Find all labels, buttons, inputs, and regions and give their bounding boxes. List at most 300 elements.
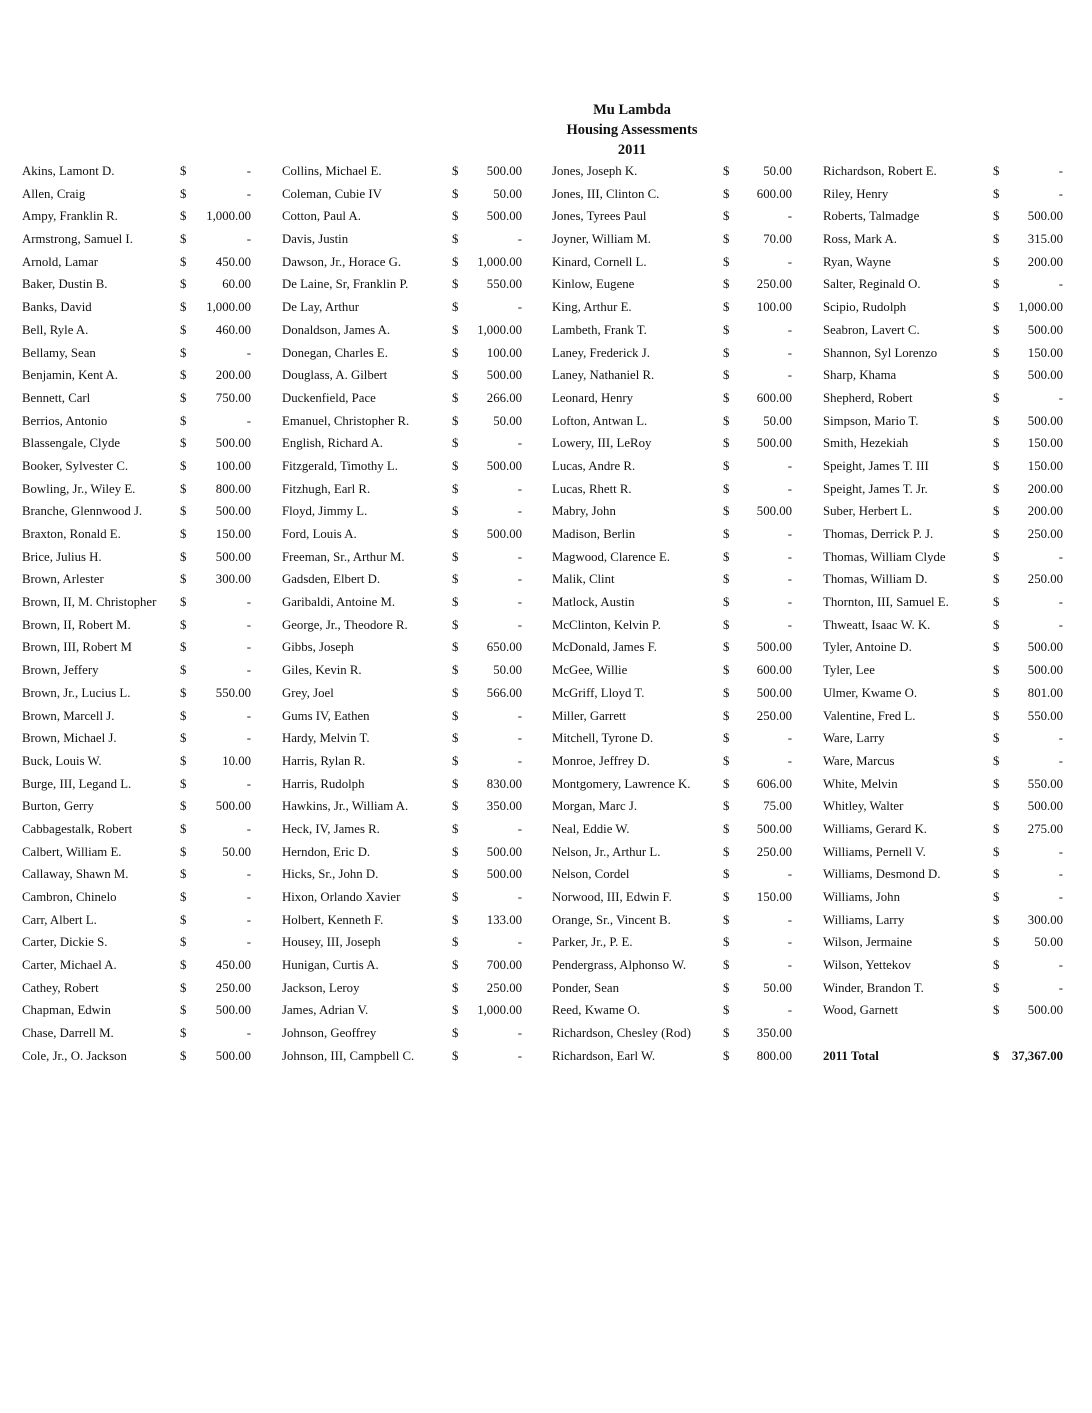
- member-name: Gibbs, Joseph: [282, 640, 354, 655]
- assessment-amount: -: [787, 209, 792, 224]
- assessment-amount: -: [517, 549, 522, 564]
- currency-symbol: $: [993, 912, 1000, 927]
- member-name: Hicks, Sr., John D.: [282, 867, 379, 882]
- currency-symbol: $: [452, 708, 459, 723]
- currency-symbol: $: [452, 844, 459, 859]
- currency-symbol: $: [452, 549, 459, 564]
- member-name: Whitley, Walter: [823, 799, 904, 814]
- assessment-amount: -: [1058, 277, 1063, 292]
- assessment-amount: -: [246, 232, 251, 247]
- currency-symbol: $: [723, 731, 730, 746]
- member-name: Madison, Berlin: [552, 527, 636, 541]
- currency-symbol: $: [180, 890, 187, 904]
- currency-symbol: $: [452, 753, 459, 768]
- member-name: Cambron, Chinelo: [22, 890, 117, 904]
- currency-symbol: $: [993, 640, 1000, 655]
- currency-symbol: $: [993, 935, 1000, 950]
- assessment-amount: 500.00: [756, 436, 792, 451]
- assessment-amount: 800.00: [215, 481, 251, 496]
- member-name: Suber, Herbert L.: [823, 504, 913, 519]
- assessment-amount: 250.00: [486, 980, 522, 995]
- member-name: Ford, Louis A.: [282, 527, 357, 541]
- member-name: Herndon, Eric D.: [282, 844, 371, 859]
- member-name: Holbert, Kenneth F.: [282, 912, 384, 927]
- title-line-organization: Mu Lambda: [593, 102, 671, 118]
- currency-symbol: $: [993, 844, 1000, 859]
- currency-symbol: $: [993, 209, 1000, 224]
- currency-symbol: $: [180, 844, 187, 859]
- member-name: Shannon, Syl Lorenzo: [823, 345, 938, 360]
- currency-symbol: $: [180, 640, 187, 655]
- currency-symbol: $: [993, 663, 1000, 678]
- assessment-amount: 1,000.00: [477, 254, 522, 269]
- assessment-amount: -: [787, 572, 792, 587]
- member-name: Garibaldi, Antoine M.: [282, 595, 396, 610]
- currency-symbol: $: [993, 753, 1000, 768]
- currency-symbol: $: [452, 958, 459, 973]
- member-name: Johnson, III, Campbell C.: [282, 1048, 415, 1063]
- assessment-amount: 550.00: [1027, 776, 1063, 791]
- member-name: Branche, Glennwood J.: [22, 504, 143, 519]
- assessment-amount: 550.00: [1027, 708, 1063, 723]
- assessment-amount: 200.00: [1027, 481, 1063, 496]
- currency-symbol: $: [180, 436, 187, 451]
- member-name: Grey, Joel: [282, 685, 334, 700]
- member-name: Berrios, Antonio: [22, 413, 108, 428]
- member-name: White, Melvin: [823, 776, 898, 791]
- currency-symbol: $: [452, 867, 459, 882]
- currency-symbol: $: [452, 186, 459, 201]
- member-name: Williams, John: [823, 890, 900, 904]
- assessment-amount: 500.00: [1027, 413, 1063, 428]
- member-name: Ross, Mark A.: [823, 232, 897, 247]
- member-name: De Laine, Sr, Franklin P.: [282, 277, 409, 292]
- member-name: Buck, Louis W.: [22, 753, 102, 768]
- member-name: Brown, Jeffery: [22, 663, 99, 678]
- currency-symbol: $: [993, 254, 1000, 269]
- assessment-amount: -: [1058, 844, 1063, 859]
- assessment-amount: -: [1058, 980, 1063, 995]
- assessment-amount: -: [787, 458, 792, 473]
- assessment-amount: 500.00: [215, 799, 251, 814]
- currency-symbol: $: [452, 390, 459, 405]
- member-name: Ampy, Franklin R.: [22, 209, 118, 224]
- assessment-amount: 100.00: [756, 300, 792, 315]
- currency-symbol: $: [993, 1048, 1000, 1063]
- currency-symbol: $: [723, 844, 730, 859]
- member-name: King, Arthur E.: [552, 300, 632, 315]
- currency-symbol: $: [993, 708, 1000, 723]
- assessment-amount: 500.00: [756, 640, 792, 655]
- assessment-amount: 300.00: [215, 572, 251, 587]
- currency-symbol: $: [452, 685, 459, 700]
- member-name: Parker, Jr., P. E.: [552, 935, 633, 950]
- currency-symbol: $: [452, 799, 459, 814]
- member-name: Wilson, Jermaine: [823, 935, 913, 950]
- currency-symbol: $: [723, 663, 730, 678]
- assessment-amount: -: [517, 708, 522, 723]
- member-name: Gums IV, Eathen: [282, 708, 370, 723]
- member-name: Emanuel, Christopher R.: [282, 413, 410, 428]
- assessment-amount: -: [787, 549, 792, 564]
- member-name: Callaway, Shawn M.: [22, 867, 129, 882]
- member-name: Mabry, John: [552, 504, 616, 519]
- currency-symbol: $: [452, 322, 459, 337]
- currency-symbol: $: [452, 481, 459, 496]
- assessment-amount: -: [517, 617, 522, 632]
- assessment-amount: 460.00: [215, 322, 251, 337]
- currency-symbol: $: [180, 549, 187, 564]
- assessment-amount: 150.00: [215, 527, 251, 541]
- member-name: McClinton, Kelvin P.: [552, 617, 661, 632]
- member-name: Monroe, Jeffrey D.: [552, 753, 650, 768]
- assessment-amount: 500.00: [1027, 368, 1063, 383]
- currency-symbol: $: [452, 663, 459, 678]
- currency-symbol: $: [723, 935, 730, 950]
- currency-symbol: $: [180, 390, 187, 405]
- assessment-amount: 606.00: [756, 776, 792, 791]
- assessment-amount: 150.00: [1027, 345, 1063, 360]
- member-name: Nelson, Cordel: [552, 867, 630, 882]
- assessment-amount: 500.00: [215, 549, 251, 564]
- assessment-amount: -: [787, 912, 792, 927]
- currency-symbol: $: [180, 935, 187, 950]
- assessment-amount: 1,000.00: [206, 209, 251, 224]
- currency-symbol: $: [723, 458, 730, 473]
- currency-symbol: $: [993, 300, 1000, 315]
- assessment-amount: 315.00: [1027, 232, 1063, 247]
- currency-symbol: $: [180, 1026, 187, 1041]
- currency-symbol: $: [993, 368, 1000, 383]
- assessment-amount: -: [787, 481, 792, 496]
- currency-symbol: $: [993, 867, 1000, 882]
- member-name: Valentine, Fred L.: [823, 708, 916, 723]
- currency-symbol: $: [452, 1026, 459, 1041]
- assessment-amount: -: [1058, 617, 1063, 632]
- assessment-amount: -: [517, 232, 522, 247]
- member-name: Brown, Marcell J.: [22, 708, 115, 723]
- member-name: Bennett, Carl: [22, 390, 91, 405]
- member-name: Bowling, Jr., Wiley E.: [22, 481, 136, 496]
- assessment-amount: -: [246, 413, 251, 428]
- assessment-amount: 600.00: [756, 390, 792, 405]
- assessment-amount: -: [517, 731, 522, 746]
- currency-symbol: $: [452, 300, 459, 315]
- currency-symbol: $: [452, 436, 459, 451]
- currency-symbol: $: [452, 1003, 459, 1018]
- member-name: Williams, Gerard K.: [823, 821, 927, 836]
- assessment-amount: 500.00: [486, 867, 522, 882]
- member-name: Jackson, Leroy: [282, 980, 360, 995]
- member-name: Duckenfield, Pace: [282, 390, 376, 405]
- member-name: George, Jr., Theodore R.: [282, 617, 408, 632]
- member-name: Scipio, Rudolph: [823, 300, 907, 315]
- member-name: Hardy, Melvin T.: [282, 731, 370, 746]
- assessment-amount: 60.00: [222, 277, 251, 292]
- assessment-amount: 500.00: [1027, 209, 1063, 224]
- assessment-amount: 150.00: [756, 890, 792, 904]
- member-name: Cathey, Robert: [22, 980, 99, 995]
- member-name: Heck, IV, James R.: [282, 821, 380, 836]
- assessment-amount: -: [517, 572, 522, 587]
- currency-symbol: $: [723, 799, 730, 814]
- assessment-amount: -: [787, 345, 792, 360]
- member-name: Lambeth, Frank T.: [552, 322, 647, 337]
- assessment-amount: 450.00: [215, 254, 251, 269]
- currency-symbol: $: [452, 617, 459, 632]
- assessment-amount: -: [246, 708, 251, 723]
- currency-symbol: $: [452, 527, 459, 541]
- currency-symbol: $: [180, 209, 187, 224]
- member-name: Housey, III, Joseph: [282, 935, 381, 950]
- member-name: Collins, Michael E.: [282, 164, 382, 178]
- member-name: Miller, Garrett: [552, 708, 627, 723]
- currency-symbol: $: [993, 322, 1000, 337]
- currency-symbol: $: [993, 277, 1000, 292]
- assessment-amount: 500.00: [215, 1048, 251, 1063]
- currency-symbol: $: [993, 549, 1000, 564]
- currency-symbol: $: [180, 322, 187, 337]
- member-name: Simpson, Mario T.: [823, 413, 919, 428]
- member-name: James, Adrian V.: [282, 1003, 369, 1018]
- member-name: Williams, Desmond D.: [823, 867, 941, 882]
- member-name: Sharp, Khama: [823, 368, 897, 383]
- currency-symbol: $: [452, 164, 459, 178]
- currency-symbol: $: [723, 1003, 730, 1018]
- member-name: Joyner, William M.: [552, 232, 651, 247]
- member-name: Chapman, Edwin: [22, 1003, 111, 1018]
- assessment-amount: 250.00: [756, 277, 792, 292]
- assessment-amount: -: [246, 164, 251, 178]
- member-name: Matlock, Austin: [552, 595, 635, 610]
- assessment-amount: -: [787, 935, 792, 950]
- currency-symbol: $: [180, 1003, 187, 1018]
- member-name: McDonald, James F.: [552, 640, 657, 655]
- currency-symbol: $: [452, 232, 459, 247]
- member-name: Orange, Sr., Vincent B.: [552, 912, 671, 927]
- member-name: Brown, II, Robert M.: [22, 617, 131, 632]
- assessment-amount: 350.00: [486, 799, 522, 814]
- member-name: Banks, David: [22, 300, 92, 315]
- assessment-amount: 250.00: [215, 980, 251, 995]
- assessment-amount: -: [517, 504, 522, 519]
- currency-symbol: $: [723, 164, 730, 178]
- currency-symbol: $: [993, 436, 1000, 451]
- assessment-amount: 600.00: [756, 186, 792, 201]
- assessment-amount: -: [246, 867, 251, 882]
- assessment-amount: 500.00: [486, 164, 522, 178]
- member-name: Laney, Frederick J.: [552, 345, 650, 360]
- assessment-amount: 830.00: [486, 776, 522, 791]
- assessment-amount: -: [787, 322, 792, 337]
- assessment-amount: 650.00: [486, 640, 522, 655]
- assessment-amount: 500.00: [1027, 1003, 1063, 1018]
- member-name: Thornton, III, Samuel E.: [823, 595, 949, 610]
- member-name: Roberts, Talmadge: [823, 209, 920, 224]
- currency-symbol: $: [723, 753, 730, 768]
- currency-symbol: $: [993, 481, 1000, 496]
- assessment-amount: 500.00: [215, 436, 251, 451]
- currency-symbol: $: [452, 935, 459, 950]
- member-name: Thomas, William Clyde: [823, 549, 946, 564]
- member-name: Brice, Julius H.: [22, 549, 102, 564]
- currency-symbol: $: [180, 413, 187, 428]
- assessment-amount: -: [1058, 890, 1063, 904]
- assessment-amount: 500.00: [486, 527, 522, 541]
- assessment-amount: -: [517, 1026, 522, 1041]
- currency-symbol: $: [723, 640, 730, 655]
- assessment-amount: -: [1058, 595, 1063, 610]
- assessment-amount: 70.00: [763, 232, 792, 247]
- currency-symbol: $: [723, 1048, 730, 1063]
- member-name: Norwood, III, Edwin F.: [552, 890, 672, 904]
- currency-symbol: $: [723, 595, 730, 610]
- assessment-amount: -: [246, 186, 251, 201]
- member-name: Carr, Albert L.: [22, 912, 97, 927]
- member-name: Booker, Sylvester C.: [22, 458, 129, 473]
- assessment-amount: -: [246, 617, 251, 632]
- assessment-amount: -: [1058, 867, 1063, 882]
- member-name: Jones, III, Clinton C.: [552, 186, 660, 201]
- assessment-amount: -: [787, 958, 792, 973]
- assessment-amount: -: [1058, 731, 1063, 746]
- member-name: McGee, Willie: [552, 663, 628, 678]
- currency-symbol: $: [180, 164, 187, 178]
- assessment-amount: 200.00: [1027, 504, 1063, 519]
- currency-symbol: $: [180, 504, 187, 519]
- currency-symbol: $: [452, 776, 459, 791]
- member-name: Baker, Dustin B.: [22, 277, 108, 292]
- member-name: Allen, Craig: [22, 186, 86, 201]
- member-name: Morgan, Marc J.: [552, 799, 638, 814]
- currency-symbol: $: [723, 209, 730, 224]
- assessment-amount: -: [246, 890, 251, 904]
- currency-symbol: $: [723, 368, 730, 383]
- currency-symbol: $: [180, 980, 187, 995]
- currency-symbol: $: [723, 958, 730, 973]
- currency-symbol: $: [993, 504, 1000, 519]
- assessment-amount: 500.00: [215, 504, 251, 519]
- currency-symbol: $: [452, 1048, 459, 1063]
- member-name: Brown, II, M. Christopher: [22, 595, 157, 610]
- member-name: Burton, Gerry: [22, 799, 94, 814]
- currency-symbol: $: [993, 458, 1000, 473]
- assessment-amount: 500.00: [215, 1003, 251, 1018]
- currency-symbol: $: [723, 277, 730, 292]
- member-name: Douglass, A. Gilbert: [282, 368, 388, 383]
- assessment-amount: 500.00: [756, 504, 792, 519]
- member-name: Lowery, III, LeRoy: [552, 436, 652, 451]
- member-name: Kinard, Cornell L.: [552, 254, 647, 269]
- currency-symbol: $: [723, 232, 730, 247]
- currency-symbol: $: [180, 958, 187, 973]
- assessment-amount: -: [517, 1048, 522, 1063]
- assessment-amount: 550.00: [215, 685, 251, 700]
- currency-symbol: $: [452, 890, 459, 904]
- currency-symbol: $: [993, 232, 1000, 247]
- assessment-amount: -: [246, 595, 251, 610]
- member-name: Richardson, Chesley (Rod): [552, 1026, 691, 1041]
- assessment-amount: -: [246, 821, 251, 836]
- currency-symbol: $: [723, 345, 730, 360]
- currency-symbol: $: [723, 549, 730, 564]
- member-name: Jones, Tyrees Paul: [552, 209, 647, 224]
- assessment-amount: 50.00: [763, 980, 792, 995]
- member-name: Jones, Joseph K.: [552, 164, 638, 178]
- member-name: Mitchell, Tyrone D.: [552, 731, 654, 746]
- currency-symbol: $: [452, 595, 459, 610]
- assessment-amount: -: [1058, 164, 1063, 178]
- currency-symbol: $: [723, 322, 730, 337]
- assessment-amount: 750.00: [215, 390, 251, 405]
- currency-symbol: $: [180, 277, 187, 292]
- assessment-amount: 700.00: [486, 958, 522, 973]
- member-name: Richardson, Earl W.: [552, 1048, 656, 1063]
- currency-symbol: $: [723, 527, 730, 541]
- member-name: Lucas, Rhett R.: [552, 481, 632, 496]
- currency-symbol: $: [993, 980, 1000, 995]
- assessment-amount: 500.00: [486, 209, 522, 224]
- assessment-amount: 300.00: [1027, 912, 1063, 927]
- member-name: Armstrong, Samuel I.: [22, 232, 133, 247]
- currency-symbol: $: [723, 390, 730, 405]
- assessment-amount: -: [787, 1003, 792, 1018]
- member-name: Riley, Henry: [823, 186, 889, 201]
- currency-symbol: $: [452, 731, 459, 746]
- currency-symbol: $: [180, 186, 187, 201]
- assessment-amount: 1,000.00: [477, 1003, 522, 1018]
- assessment-amount: -: [1058, 390, 1063, 405]
- assessment-amount: 50.00: [1034, 935, 1063, 950]
- member-name: Ponder, Sean: [552, 980, 620, 995]
- member-name: Arnold, Lamar: [22, 254, 99, 269]
- assessment-amount: -: [1058, 549, 1063, 564]
- currency-symbol: $: [723, 413, 730, 428]
- currency-symbol: $: [180, 753, 187, 768]
- member-name: Hunigan, Curtis A.: [282, 958, 379, 973]
- member-name: Donaldson, James A.: [282, 322, 391, 337]
- assessment-amount: 100.00: [215, 458, 251, 473]
- currency-symbol: $: [723, 186, 730, 201]
- member-name: Coleman, Cubie IV: [282, 186, 382, 201]
- member-name: Johnson, Geoffrey: [282, 1026, 377, 1041]
- member-name: Dawson, Jr., Horace G.: [282, 254, 402, 269]
- currency-symbol: $: [723, 504, 730, 519]
- member-name: Floyd, Jimmy L.: [282, 504, 368, 519]
- member-name: 2011 Total: [823, 1048, 879, 1063]
- member-name: Freeman, Sr., Arthur M.: [282, 549, 405, 564]
- member-name: Davis, Justin: [282, 232, 349, 247]
- assessment-amount: 500.00: [486, 458, 522, 473]
- currency-symbol: $: [180, 481, 187, 496]
- currency-symbol: $: [993, 595, 1000, 610]
- currency-symbol: $: [993, 390, 1000, 405]
- currency-symbol: $: [180, 595, 187, 610]
- currency-symbol: $: [723, 776, 730, 791]
- currency-symbol: $: [180, 458, 187, 473]
- currency-symbol: $: [993, 617, 1000, 632]
- currency-symbol: $: [993, 572, 1000, 587]
- member-name: Thomas, William D.: [823, 572, 928, 587]
- assessment-amount: -: [517, 481, 522, 496]
- assessment-amount: 50.00: [493, 663, 522, 678]
- assessment-amount: 250.00: [756, 844, 792, 859]
- assessment-amount: -: [246, 935, 251, 950]
- member-name: Brown, Jr., Lucius L.: [22, 685, 131, 700]
- member-name: Fitzgerald, Timothy L.: [282, 458, 398, 473]
- member-name: Nelson, Jr., Arthur L.: [552, 844, 661, 859]
- assessment-amount: 500.00: [486, 844, 522, 859]
